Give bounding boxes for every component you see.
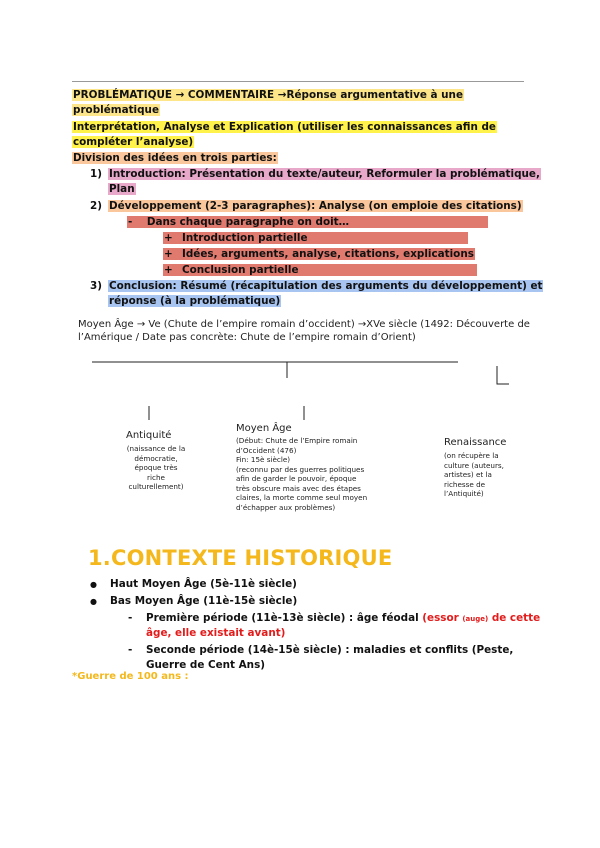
item-text: réponse (à la problématique) bbox=[109, 295, 281, 307]
outline-text: Interprétation, Analyse et Explication (utiliser les connaissances afin de bbox=[73, 121, 496, 133]
desc-line: (reconnu par des guerres politiques bbox=[236, 464, 365, 474]
item-text: Plan bbox=[109, 183, 135, 195]
moyen-age-desc bbox=[236, 436, 367, 512]
desc-line: époque très bbox=[134, 463, 178, 472]
outline-text: PROBLÉMATIQUE → COMMENTAIRE →Réponse argumentative à une bbox=[73, 89, 463, 101]
item-number: 3) bbox=[90, 280, 102, 292]
sub-item-2 bbox=[128, 643, 513, 658]
sub-item-1 bbox=[128, 611, 540, 627]
outline-text: problématique bbox=[73, 104, 159, 116]
sub-red-text: (essor bbox=[418, 612, 463, 624]
plus-sign: + bbox=[164, 232, 173, 244]
plus-sign: + bbox=[164, 264, 173, 276]
bullet-icon: ● bbox=[90, 580, 97, 589]
moyen-age-title: Moyen Âge bbox=[236, 423, 292, 434]
bullet-text: Haut Moyen Âge (5è-11è siècle) bbox=[110, 578, 297, 590]
desc-line: (on récupère la bbox=[444, 451, 499, 460]
bullet-item bbox=[90, 594, 297, 609]
desc-line: démocratie, bbox=[134, 453, 178, 463]
desc-line: l’Antiquité) bbox=[444, 489, 484, 498]
antiquite-title: Antiquité bbox=[126, 430, 172, 441]
renaissance-title: Renaissance bbox=[444, 437, 507, 448]
desc-line: Fin: 15è siècle) bbox=[236, 455, 291, 464]
item-text: Développement (2-3 paragraphes): Analyse (on emploie des citations) bbox=[109, 200, 522, 212]
desc-line: riche bbox=[147, 472, 165, 482]
bullet-icon: ● bbox=[90, 597, 97, 606]
outline-text: compléter l’analyse) bbox=[73, 136, 194, 148]
desc-line: très obscure mais avec des étapes bbox=[236, 483, 361, 493]
section-heading: 1.CONTEXTE HISTORIQUE bbox=[88, 546, 393, 570]
bullet-text: Bas Moyen Âge (11è-15è siècle) bbox=[110, 595, 298, 607]
plus-label: Idées, arguments, analyse, citations, explications bbox=[182, 248, 474, 260]
note-guerre: *Guerre de 100 ans : bbox=[72, 671, 189, 682]
dash: - bbox=[128, 216, 133, 228]
bullet-item bbox=[90, 577, 297, 592]
desc-line: richesse de bbox=[444, 479, 486, 489]
desc-line: (naissance de la bbox=[126, 444, 186, 453]
dash: - bbox=[128, 644, 133, 656]
outline-text: Division des idées en trois parties: bbox=[73, 152, 277, 164]
desc-line: culturellement) bbox=[128, 482, 184, 491]
plus-label: Introduction partielle bbox=[182, 232, 308, 244]
sub-item-1-cont: âge, elle existait avant) bbox=[146, 627, 286, 639]
sub-item-2-cont: Guerre de Cent Ans) bbox=[146, 659, 266, 671]
sub-label: Dans chaque paragraphe on doit… bbox=[146, 216, 350, 228]
desc-line: d’échapper aux problèmes) bbox=[236, 502, 336, 512]
item-number: 2) bbox=[90, 200, 102, 212]
plus-sign: + bbox=[164, 248, 173, 260]
handnote-line-1: Moyen Âge → Ve (Chute de l’empire romain d’occident) →XVe siècle (1492: Découverte de bbox=[78, 319, 530, 330]
handnote-line-2: l’Amérique / Date pas concrète: Chute de l’empire romain d’Orient) bbox=[78, 332, 416, 343]
sub-text: Première période (11è-13è siècle) : âge féodal bbox=[146, 612, 419, 624]
item-text: Conclusion: Résumé (récapitulation des arguments du développement) et bbox=[109, 280, 543, 292]
desc-line: d’Occident (476) bbox=[236, 445, 297, 455]
desc-line: (Début: Chute de l’Empire romain bbox=[236, 436, 358, 445]
item-text: Introduction: Présentation du texte/auteur, Reformuler la problématique, bbox=[109, 168, 540, 180]
timeline-tick-renaissance bbox=[497, 366, 509, 384]
sub-red-small: (auge) bbox=[462, 615, 489, 623]
item-number: 1) bbox=[90, 168, 102, 180]
desc-line: afin de garder le pouvoir, époque bbox=[236, 474, 357, 483]
antiquite-desc bbox=[126, 444, 186, 492]
desc-line: culture (auteurs, bbox=[444, 460, 504, 470]
renaissance-desc bbox=[444, 451, 504, 499]
sub-text: Seconde période (14è-15è siècle) : maladies et conflits (Peste, bbox=[146, 644, 514, 656]
dash: - bbox=[128, 612, 133, 624]
plus-label: Conclusion partielle bbox=[182, 264, 299, 276]
desc-line: claires, la morte comme seul moyen bbox=[236, 493, 368, 502]
sub-red-text: de cette bbox=[488, 612, 541, 624]
desc-line: artistes) et la bbox=[444, 470, 492, 479]
